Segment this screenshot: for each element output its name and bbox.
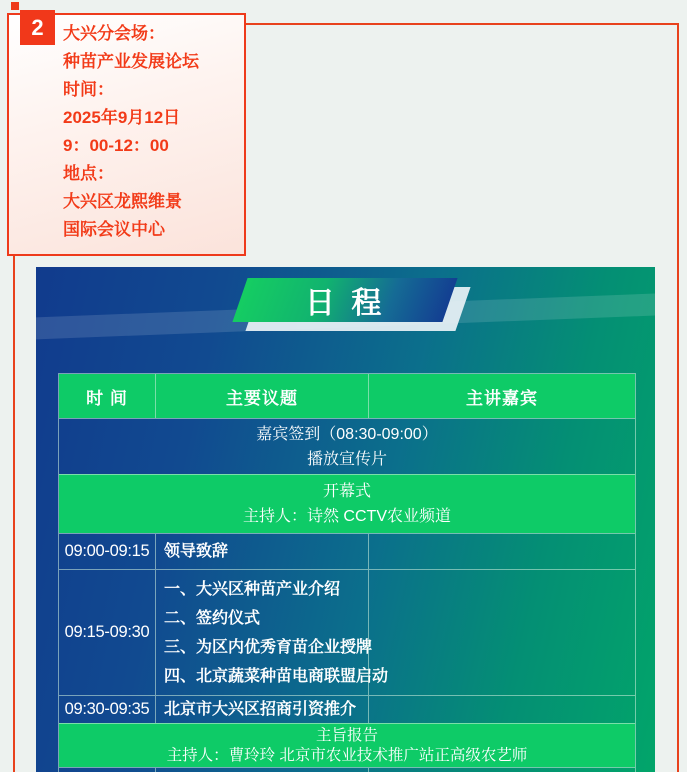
topic-line: 三、为区内优秀育苗企业授牌 xyxy=(164,638,373,656)
session-title-line: 种苗产业发展论坛 xyxy=(63,52,199,71)
agenda-row xyxy=(59,569,635,695)
section-line: 主持人：曹玲玲 北京市农业技术推广站正高级农艺师 xyxy=(166,746,528,764)
session-date: 2025年9月12日 xyxy=(63,108,181,127)
time-cell xyxy=(59,768,155,772)
section-line: 嘉宾签到（08:30-09:00） xyxy=(256,425,438,443)
session-number-badge: 2 xyxy=(20,10,55,45)
topic-line: 领导致辞 xyxy=(164,543,229,560)
section-line: 主旨报告 xyxy=(315,726,378,744)
time-cell: 09:30-09:35 xyxy=(64,700,150,718)
session-venue: 国际会议中心 xyxy=(63,220,165,239)
section-line: 开幕式 xyxy=(322,483,371,500)
speaker-cell xyxy=(368,570,635,695)
session-hours: 9：00-12：00 xyxy=(63,136,169,155)
agenda-row xyxy=(59,767,635,772)
session-title-line: 大兴分会场： xyxy=(63,24,165,43)
session-info-card xyxy=(7,13,246,256)
agenda-section-row xyxy=(59,474,635,533)
section-line: 播放宣传片 xyxy=(306,450,387,468)
speaker-cell xyxy=(368,768,635,772)
topic-line: 四、北京蔬菜种苗电商联盟启动 xyxy=(164,667,389,685)
corner-dot xyxy=(11,2,19,10)
speaker-cell xyxy=(368,696,635,723)
topic-cell xyxy=(155,696,368,723)
agenda-banner xyxy=(232,278,457,322)
column-header-speaker: 主讲嘉宾 xyxy=(368,374,635,418)
table-header-row xyxy=(59,374,635,418)
speaker-cell xyxy=(368,534,635,569)
topic-cell xyxy=(155,768,368,772)
section-line: 主持人：诗然 CCTV农业频道 xyxy=(242,508,451,525)
agenda-row xyxy=(59,533,635,569)
time-cell: 09:15-09:30 xyxy=(64,623,150,641)
agenda-panel xyxy=(36,267,655,772)
session-venue-label: 地点： xyxy=(63,164,114,183)
topic-line: 一、大兴区种苗产业介绍 xyxy=(164,580,341,598)
agenda-section-row xyxy=(59,723,635,767)
column-header-topic: 主要议题 xyxy=(155,374,368,418)
topic-line: 二、签约仪式 xyxy=(164,609,261,627)
agenda-table xyxy=(58,373,636,772)
topic-cell xyxy=(155,534,368,569)
session-venue: 大兴区龙熙维景 xyxy=(63,192,182,211)
agenda-row xyxy=(59,695,635,723)
agenda-banner-title: 日 程 xyxy=(304,287,386,320)
column-header-time: 时 间 xyxy=(86,388,128,408)
topic-cell xyxy=(155,570,389,695)
topic-line: 北京市大兴区招商引资推介 xyxy=(164,701,357,718)
session-time-label: 时间： xyxy=(63,80,114,99)
time-cell: 09:00-09:15 xyxy=(64,542,150,560)
agenda-section-row xyxy=(59,418,635,474)
